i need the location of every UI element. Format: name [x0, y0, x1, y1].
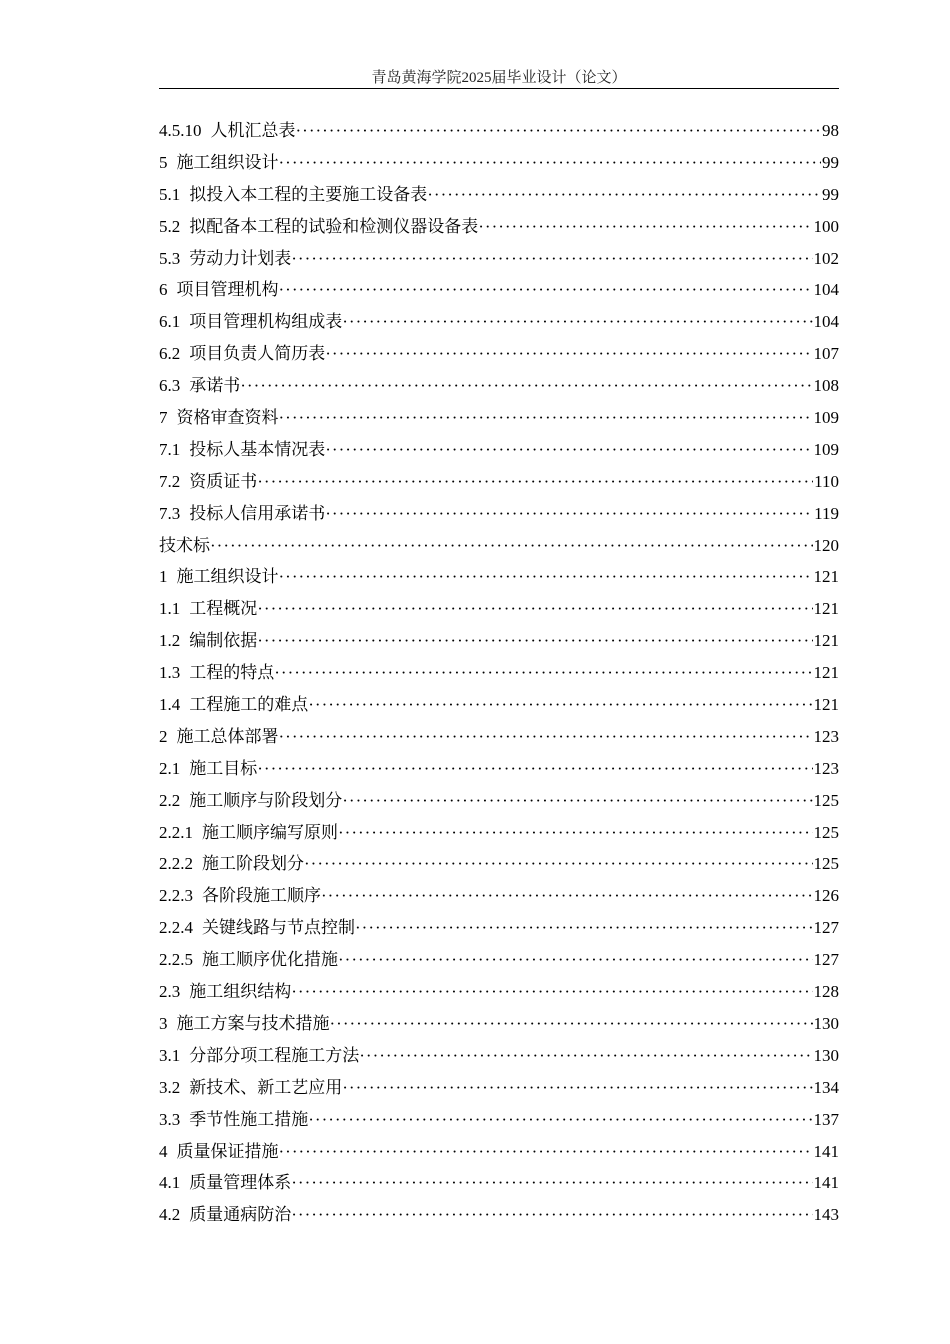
toc-entry[interactable] [159, 721, 839, 753]
toc-entry-title: 拟投入本工程的主要施工设备表 [189, 184, 428, 204]
toc-entry-number: 3 [159, 1013, 168, 1033]
toc-entry-title: 项目负责人简历表 [189, 344, 326, 364]
toc-entry-number: 4.1 [159, 1173, 181, 1193]
toc-entry-title: 资格审查资料 [176, 408, 279, 428]
toc-entry-title: 编制依据 [189, 631, 258, 651]
toc-entry[interactable] [159, 498, 839, 530]
toc-dot-leader [478, 211, 812, 243]
toc-dot-leader [325, 434, 812, 466]
toc-entry[interactable] [159, 1072, 839, 1104]
toc-entry-number: 7.2 [159, 471, 181, 491]
toc-entry-number: 2.2.2 [159, 854, 193, 874]
toc-entry[interactable] [159, 817, 839, 849]
toc-entry-number: 2.2.3 [159, 886, 193, 906]
toc-entry-page: 121 [813, 567, 839, 587]
toc-entry[interactable] [159, 1167, 839, 1199]
toc-entry[interactable] [159, 530, 839, 562]
toc-dot-leader [427, 179, 821, 211]
toc-entry[interactable] [159, 593, 839, 625]
toc-entry-page: 125 [813, 854, 839, 874]
toc-entry-page: 107 [813, 344, 839, 364]
toc-dot-leader [355, 912, 813, 944]
toc-entry-page: 123 [813, 726, 839, 746]
toc-entry-title: 施工顺序编写原则 [202, 822, 338, 842]
toc-entry-number: 3.3 [159, 1109, 181, 1129]
toc-entry-title: 质量管理体系 [189, 1173, 292, 1193]
toc-dot-leader [279, 721, 813, 753]
toc-entry[interactable] [159, 179, 839, 211]
toc-dot-leader [291, 243, 812, 275]
toc-dot-leader [240, 370, 812, 402]
toc-dot-leader [308, 689, 812, 721]
toc-entry-title: 季节性施工措施 [189, 1109, 309, 1129]
toc-entry-title: 工程施工的难点 [189, 695, 309, 715]
toc-dot-leader [274, 657, 812, 689]
toc-entry-number: 2 [159, 726, 168, 746]
toc-entry-page: 119 [814, 503, 839, 523]
toc-entry-page: 110 [814, 471, 839, 491]
toc-entry-page: 125 [813, 822, 839, 842]
toc-entry-title: 质量保证措施 [176, 1141, 279, 1161]
toc-entry-number: 4.5.10 [159, 121, 202, 140]
toc-entry-title: 新技术、新工艺应用 [189, 1077, 343, 1097]
toc-entry-page: 120 [813, 535, 839, 555]
toc-entry-number: 7 [159, 408, 168, 428]
toc-entry-number: 4.2 [159, 1205, 181, 1225]
toc-entry-title: 工程的特点 [189, 663, 275, 683]
toc-entry-page: 99 [822, 184, 839, 204]
toc-entry[interactable] [159, 1136, 839, 1168]
toc-entry[interactable] [159, 848, 839, 880]
toc-entry[interactable] [159, 243, 839, 275]
toc-entry-number: 2.2 [159, 790, 181, 810]
toc-entry[interactable] [159, 402, 839, 434]
toc-entry-title: 承诺书 [189, 376, 241, 396]
toc-entry-title: 人机汇总表 [210, 121, 296, 140]
toc-entry[interactable] [159, 944, 839, 976]
toc-entry[interactable] [159, 338, 839, 370]
toc-entry[interactable] [159, 274, 839, 306]
toc-entry[interactable] [159, 370, 839, 402]
toc-dot-leader [325, 498, 813, 530]
toc-dot-leader [321, 880, 813, 912]
toc-entry[interactable] [159, 689, 839, 721]
toc-entry-number: 5.3 [159, 248, 181, 268]
toc-dot-leader [279, 147, 822, 179]
toc-entry-page: 109 [813, 408, 839, 428]
toc-entry-number: 7.1 [159, 439, 181, 459]
toc-entry-number: 3.2 [159, 1077, 181, 1097]
toc-entry-title: 施工顺序优化措施 [202, 950, 338, 970]
toc-dot-leader [279, 274, 813, 306]
toc-entry[interactable] [159, 1199, 839, 1231]
toc-entry-page: 134 [813, 1077, 839, 1097]
toc-dot-leader [210, 530, 813, 562]
toc-entry-title: 施工组织结构 [189, 982, 292, 1002]
toc-dot-leader [338, 817, 813, 849]
toc-entry-page: 141 [813, 1173, 839, 1193]
toc-entry-page: 137 [813, 1109, 839, 1129]
toc-entry-number: 1 [159, 567, 168, 587]
toc-entry-page: 98 [822, 121, 839, 140]
toc-entry[interactable] [159, 912, 839, 944]
toc-entry-title: 施工目标 [189, 758, 258, 778]
toc-entry-page: 104 [813, 312, 839, 332]
toc-entry-number: 5.1 [159, 184, 181, 204]
toc-entry-number: 2.1 [159, 758, 181, 778]
toc-entry-number: 7.3 [159, 503, 181, 523]
page-header-title: 青岛黄海学院2025届毕业设计（论文） [371, 70, 627, 86]
toc-dot-leader [308, 1104, 812, 1136]
toc-entry-page: 121 [813, 663, 839, 683]
toc-entry[interactable] [159, 785, 839, 817]
toc-entry[interactable] [159, 976, 839, 1008]
toc-entry[interactable] [159, 1040, 839, 1072]
toc-entry-page: 104 [813, 280, 839, 300]
toc-entry[interactable] [159, 466, 839, 498]
toc-entry-page: 100 [813, 216, 839, 236]
toc-entry-page: 99 [822, 152, 839, 172]
toc-entry-page: 127 [813, 950, 839, 970]
toc-entry[interactable] [159, 115, 839, 147]
toc-dot-leader [257, 593, 812, 625]
header-divider [159, 88, 839, 89]
toc-entry[interactable] [159, 1104, 839, 1136]
toc-entry-page: 125 [813, 790, 839, 810]
toc-dot-leader [325, 338, 812, 370]
toc-entry-page: 123 [813, 758, 839, 778]
toc-entry-title: 技术标 [159, 535, 210, 555]
toc-entry-title: 各阶段施工顺序 [202, 886, 321, 906]
toc-dot-leader [279, 1136, 813, 1168]
toc-entry-title: 投标人基本情况表 [189, 439, 326, 459]
toc-dot-leader [359, 1040, 812, 1072]
toc-entry-page: 121 [813, 599, 839, 619]
toc-entry-page: 108 [813, 376, 839, 396]
toc-entry-title: 拟配备本工程的试验和检测仪器设备表 [189, 216, 479, 236]
toc-entry[interactable] [159, 625, 839, 657]
toc-entry-title: 质量通病防治 [189, 1205, 292, 1225]
toc-dot-leader [304, 848, 813, 880]
toc-entry-number: 4 [159, 1141, 168, 1161]
toc-dot-leader [257, 625, 812, 657]
toc-dot-leader [291, 976, 812, 1008]
toc-entry-title: 工程概况 [189, 599, 258, 619]
toc-entry-page: 121 [813, 631, 839, 651]
toc-entry-number: 2.2.1 [159, 822, 193, 842]
toc-entry[interactable] [159, 147, 839, 179]
toc-entry-number: 2.3 [159, 982, 181, 1002]
toc-entry-number: 2.2.5 [159, 950, 193, 970]
toc-entry-number: 6.3 [159, 376, 181, 396]
toc-entry-title: 劳动力计划表 [189, 248, 292, 268]
toc-entry-number: 6.2 [159, 344, 181, 364]
toc-entry-page: 121 [813, 695, 839, 715]
toc-entry-number: 1.4 [159, 695, 181, 715]
toc-dot-leader [257, 466, 813, 498]
toc-entry[interactable] [159, 211, 839, 243]
toc-entry-page: 128 [813, 982, 839, 1002]
toc-entry-number: 6 [159, 280, 168, 300]
toc-entry-title: 项目管理机构 [176, 280, 279, 300]
toc-entry-number: 2.2.4 [159, 918, 193, 938]
toc-dot-leader [342, 1072, 812, 1104]
toc-dot-leader [330, 1008, 813, 1040]
toc-entry[interactable] [159, 753, 839, 785]
toc-entry-number: 5 [159, 152, 168, 172]
toc-dot-leader [291, 1167, 812, 1199]
toc-dot-leader [338, 944, 813, 976]
toc-dot-leader [291, 1199, 812, 1231]
toc-dot-leader [257, 753, 812, 785]
toc-entry-page: 130 [813, 1013, 839, 1033]
toc-entry-number: 1.2 [159, 631, 181, 651]
toc-entry-page: 127 [813, 918, 839, 938]
toc-entry-page: 130 [813, 1045, 839, 1065]
toc-dot-leader [279, 402, 813, 434]
toc-entry[interactable] [159, 434, 839, 466]
toc-entry-number: 5.2 [159, 216, 181, 236]
toc-entry-number: 6.1 [159, 312, 181, 332]
toc-entry-title: 施工顺序与阶段划分 [189, 790, 343, 810]
toc-entry-number: 1.1 [159, 599, 181, 619]
toc-entry-page: 141 [813, 1141, 839, 1161]
toc-entry-title: 施工阶段划分 [202, 854, 304, 874]
toc-entry[interactable] [159, 657, 839, 689]
toc-entry-title: 施工组织设计 [176, 567, 279, 587]
toc-entry-title: 施工方案与技术措施 [176, 1013, 330, 1033]
toc-entry-title: 施工总体部署 [176, 726, 279, 746]
toc-entry[interactable] [159, 306, 839, 338]
toc-entry[interactable] [159, 561, 839, 593]
toc-dot-leader [342, 306, 812, 338]
toc-dot-leader [296, 115, 822, 147]
table-of-contents [159, 115, 839, 1231]
toc-entry-page: 143 [813, 1205, 839, 1225]
toc-dot-leader [342, 785, 812, 817]
toc-entry-page: 126 [813, 886, 839, 906]
toc-entry-number: 3.1 [159, 1045, 181, 1065]
toc-entry-title: 投标人信用承诺书 [189, 503, 326, 523]
toc-entry[interactable] [159, 1008, 839, 1040]
toc-entry-title: 项目管理机构组成表 [189, 312, 343, 332]
toc-entry-page: 102 [813, 248, 839, 268]
toc-entry-title: 施工组织设计 [176, 152, 279, 172]
toc-entry-number: 1.3 [159, 663, 181, 683]
toc-entry-title: 分部分项工程施工方法 [189, 1045, 360, 1065]
toc-entry-title: 关键线路与节点控制 [202, 918, 355, 938]
toc-entry-page: 109 [813, 439, 839, 459]
toc-entry-title: 资质证书 [189, 471, 258, 491]
toc-entry[interactable] [159, 880, 839, 912]
toc-dot-leader [279, 561, 813, 593]
